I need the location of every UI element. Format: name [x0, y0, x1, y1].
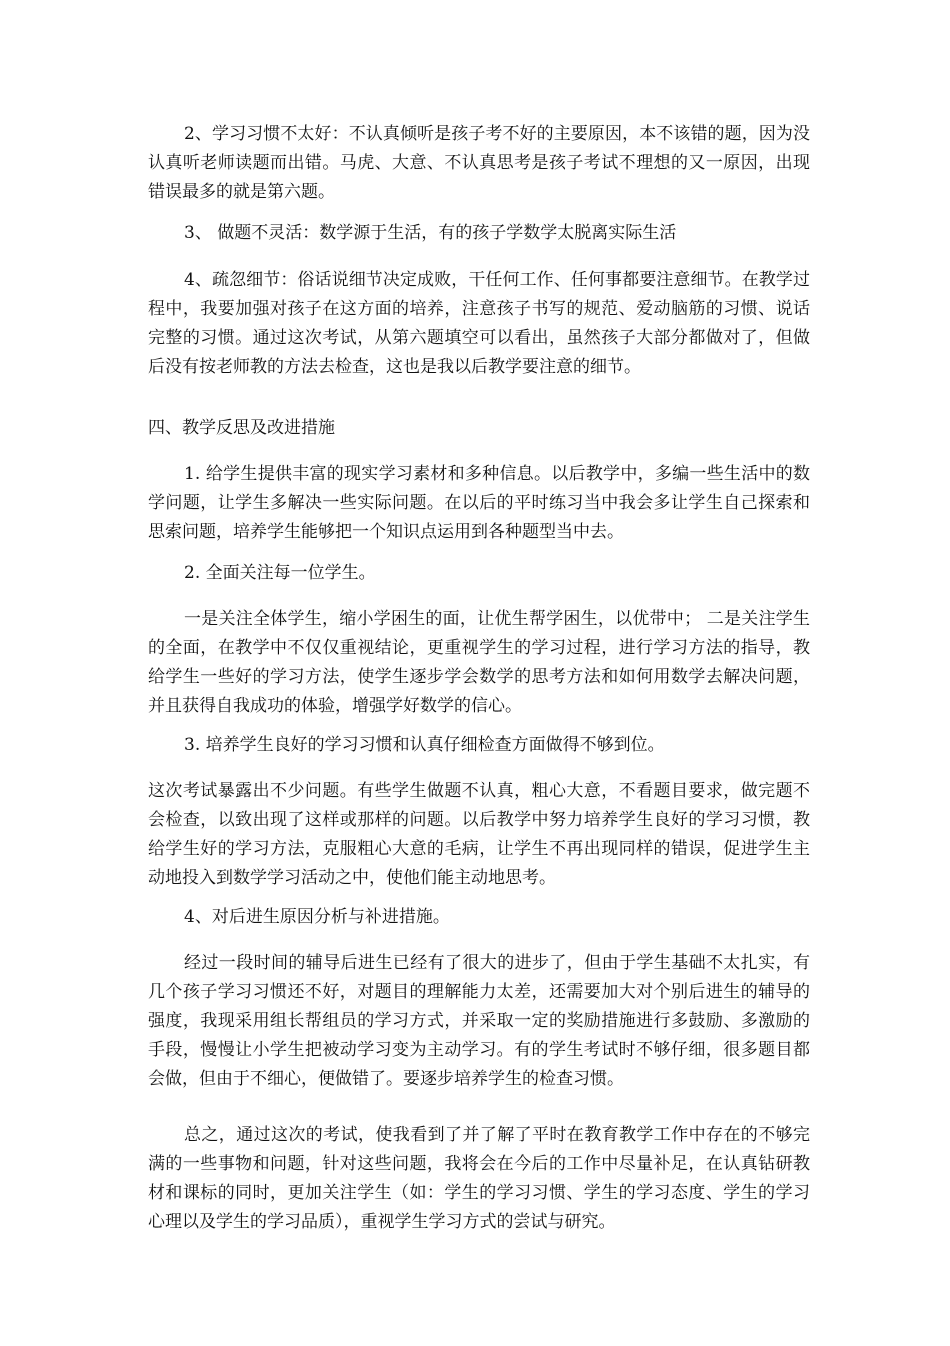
paragraph-conclusion: 总之，通过这次的考试，使我看到了并了解了平时在教育教学工作中存在的不够完满的一些事物和问题，针对这些问题，我将会在今后的工作中尽量补足，在认真钻研教材和课标的同时，更加关注学生（如：学生的学习习惯、学生的学习态度、学生的学习心理以及学生的学习品质），重视学生学习方式的尝试与研究。: [148, 1125, 810, 1232]
paragraph-item-4: 4、对后进生原因分析与补进措施。: [184, 907, 450, 927]
section-heading-reflection: 四、教学反思及改进措施: [148, 418, 335, 438]
paragraph-inflexible: 3、 做题不灵活：数学源于生活，有的孩子学数学太脱离实际生活: [184, 223, 677, 243]
paragraph-details: 4、疏忽细节：俗话说细节决定成败，干任何工作、任何事都要注意细节。在教学过程中，我要加强对孩子在这方面的培养，注意孩子书写的规范、爱动脑筋的习惯、说话完整的习惯。通过这次考试，从第六题填空可以看出，虽然孩子大部分都做对了，但做后没有按老师教的方法去检查，这也是我以后教学要注意的细节。: [148, 270, 810, 377]
paragraph-study-habits: 2、学习习惯不太好：不认真倾听是孩子考不好的主要原因，本不该错的题，因为没认真听老师读题而出错。马虎、大意、不认真思考是孩子考试不理想的又一原因，出现错误最多的就是第六题。: [148, 124, 810, 202]
paragraph-item-2-body: 一是关注全体学生，缩小学困生的面，让优生帮学困生，以优带中； 二是关注学生的全面，在教学中不仅仅重视结论，更重视学生的学习过程，进行学习方法的指导，教给学生一些好的学习方法，使学生逐步学会数学的思考方法和如何用数学去解决问题，并且获得自我成功的体验，增强学好数学的信心。: [148, 609, 810, 716]
paragraph-item-4-body: 经过一段时间的辅导后进生已经有了很大的进步了，但由于学生基础不太扎实，有几个孩子学习习惯还不好，对题目的理解能力太差，还需要加大对个别后进生的辅导的强度，我现采用组长帮组员的学习方式，并采取一定的奖励措施进行多鼓励、多激励的手段，慢慢让小学生把被动学习变为主动学习。有的学生考试时不够仔细，很多题目都会做，但由于不细心，便做错了。要逐步培养学生的检查习惯。: [148, 953, 810, 1089]
paragraph-item-2: 2. 全面关注每一位学生。: [184, 563, 376, 583]
paragraph-item-3: 3. 培养学生良好的学习习惯和认真仔细检查方面做得不够到位。: [184, 735, 665, 755]
paragraph-item-3-body: 这次考试暴露出不少问题。有些学生做题不认真，粗心大意，不看题目要求，做完题不会检查，以致出现了这样或那样的问题。以后教学中努力培养学生良好的学习习惯，教给学生好的学习方法，克服粗心大意的毛病，让学生不再出现同样的错误，促进学生主动地投入到数学学习活动之中，使他们能主动地思考。: [148, 781, 810, 888]
paragraph-item-1: 1. 给学生提供丰富的现实学习素材和多种信息。以后教学中，多编一些生活中的数学问题，让学生多解决一些实际问题。在以后的平时练习当中我会多让学生自己探索和思索问题，培养学生能够把一个知识点运用到各种题型当中去。: [148, 464, 810, 542]
